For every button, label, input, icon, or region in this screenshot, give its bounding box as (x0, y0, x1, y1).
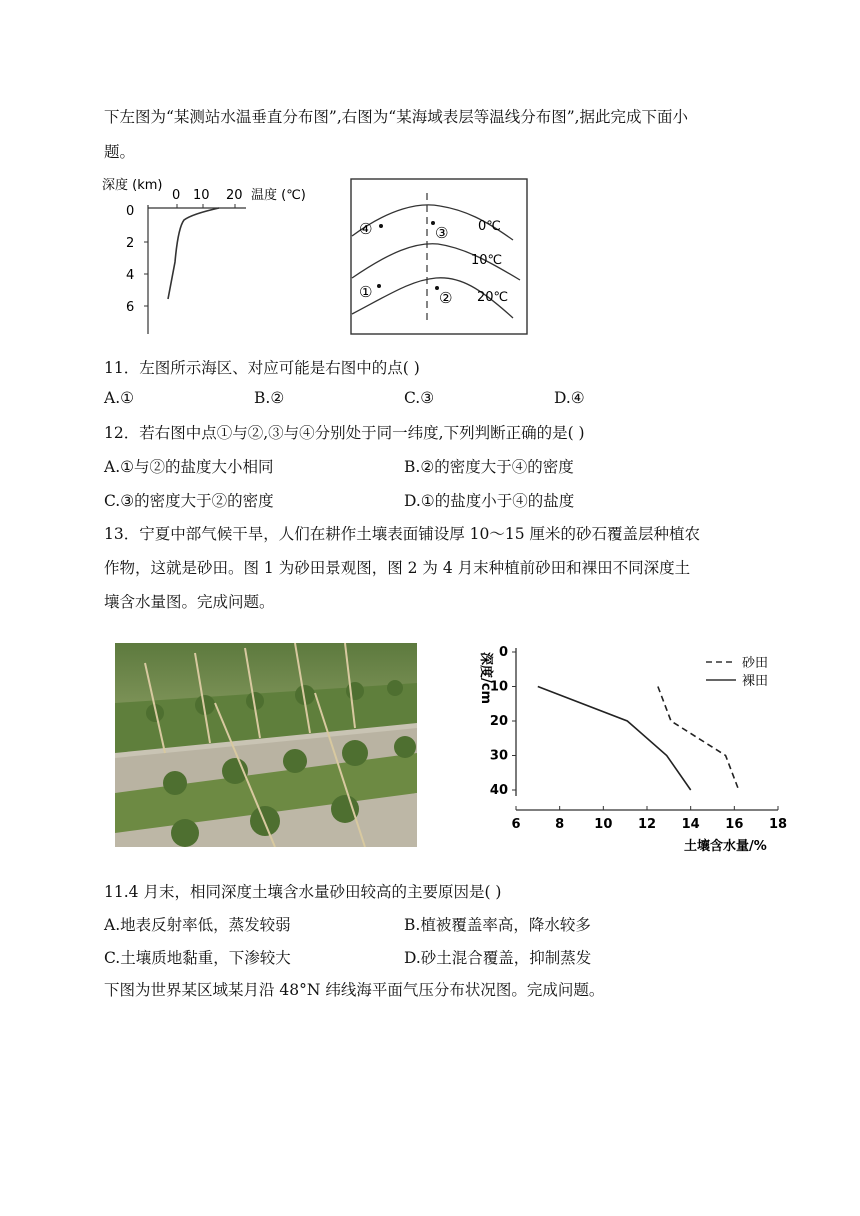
soil-chart-ytick-label: 10 (489, 679, 508, 695)
point-label-2: ② (439, 289, 453, 307)
profile-ytick: 0 (126, 204, 135, 219)
q11-option-b: B.② (254, 389, 285, 407)
q12-stem: 12．若右图中点①与②,③与④分别处于同一纬度,下列判断正确的是( ) (104, 424, 585, 442)
soil-chart-xtick-label: 14 (681, 817, 700, 832)
profile-ytick: 2 (126, 236, 135, 251)
q11b-option-a: A.地表反射率低，蒸发较弱 (104, 916, 291, 934)
isotherm-map-figure (350, 178, 530, 338)
intro-text-line1: 下左图为“某测站水温垂直分布图”,右图为“某海域表层等温线分布图”,据此完成下面小 (104, 108, 689, 126)
soil-chart-ylabel: 深度/cm (478, 652, 493, 705)
sand-field-series-line (658, 687, 739, 791)
q12-option-d: D.①的盐度小于④的盐度 (404, 492, 575, 510)
q13-text-line3: 壤含水量图。完成问题。 (104, 593, 275, 611)
point-dot-4 (379, 224, 383, 228)
profile-xtick: 10 (193, 188, 210, 203)
soil-chart-xtick-label: 18 (768, 817, 788, 832)
q11-option-c: C.③ (404, 389, 435, 407)
soil-chart-ytick-label: 30 (489, 748, 508, 764)
point-label-4: ④ (359, 220, 373, 238)
profile-ytick: 6 (126, 300, 135, 315)
water-temp-profile-figure (100, 172, 320, 337)
q11-option-a: A.① (104, 389, 135, 407)
isotherm-label-20: 20℃ (477, 290, 509, 305)
soil-chart-xtick-label: 16 (725, 817, 744, 832)
soil-chart-xtick-label: 6 (511, 817, 521, 832)
q11b-stem: 11.4 月末，相同深度土壤含水量砂田较高的主要原因是( ) (104, 883, 502, 901)
point-dot-1 (377, 284, 381, 288)
isotherm-label-10: 10℃ (471, 253, 503, 268)
intro-text-line2: 题。 (104, 143, 136, 161)
point-label-1: ① (359, 283, 373, 301)
q11-option-d: D.④ (554, 389, 585, 407)
point-dot-3 (431, 221, 435, 225)
q12-option-c: C.③的密度大于②的密度 (104, 492, 274, 510)
soil-chart-ytick-label: 0 (498, 645, 508, 660)
profile-xtick: 0 (172, 188, 181, 203)
q11b-option-b: B.植被覆盖率高，降水较多 (404, 916, 591, 934)
gravel-field-photo (115, 643, 417, 847)
q11b-option-c: C.土壤质地黏重，下渗较大 (104, 949, 291, 967)
soil-chart-ytick-label: 20 (489, 714, 508, 729)
point-label-3: ③ (435, 224, 449, 242)
soil-chart-xtick-label: 10 (594, 817, 613, 832)
q12-option-b: B.②的密度大于④的密度 (404, 458, 574, 476)
bare-field-series-line (538, 687, 691, 791)
point-dot-2 (435, 286, 439, 290)
q13-text-line2: 作物，这就是砂田。图 1 为砂田景观图，图 2 为 4 月末种植前砂田和裸田不同深度土 (104, 559, 691, 577)
q11b-option-d: D.砂土混合覆盖，抑制蒸发 (404, 949, 592, 967)
soil-chart-xlabel: 土壤含水量/% (684, 839, 767, 854)
q12-option-a: A.①与②的盐度大小相同 (104, 458, 274, 476)
soil-moisture-chart (470, 640, 790, 865)
isotherm-label-0: 0℃ (478, 219, 501, 234)
profile-ylabel: 深度 (km) (102, 178, 163, 193)
legend-bare-label: 裸田 (742, 674, 769, 689)
q11-stem: 11．左图所示海区、对应可能是右图中的点( ) (104, 359, 420, 377)
profile-xtick: 20 (226, 188, 243, 203)
soil-chart-xtick-label: 12 (637, 817, 657, 832)
profile-ytick: 4 (126, 268, 135, 283)
soil-chart-xtick-label: 8 (555, 817, 565, 832)
outro-text: 下图为世界某区域某月沿 48°N 纬线海平面气压分布状况图。完成问题。 (104, 981, 605, 999)
q13-text-line1: 13．宁夏中部气候干旱，人们在耕作土壤表面铺设厚 10～15 厘米的砂石覆盖层种植农 (104, 525, 701, 543)
legend-sand-label: 砂田 (742, 656, 769, 671)
temperature-curve (168, 208, 219, 299)
profile-xlabel: 温度 (℃) (251, 188, 306, 203)
soil-chart-ytick-label: 40 (489, 783, 508, 798)
